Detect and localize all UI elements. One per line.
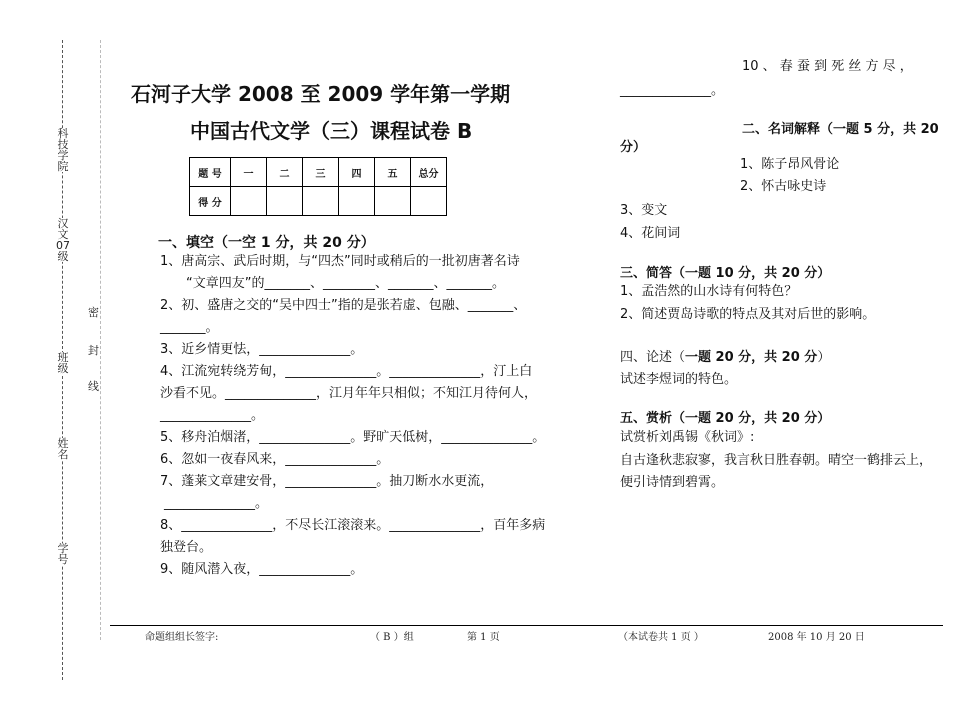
seal-xian: 线 [88, 380, 99, 393]
question-10: 10 、 春 蚕 到 死 丝 方 尽 ， [742, 59, 913, 74]
question-line: 2、初、盛唐之交的“吴中四士”指的是张若虚、包融、_______、 [160, 298, 527, 313]
score-table-header-row [190, 158, 447, 187]
question-line: 7、蓬莱文章建安骨，______________。抽刀断水水更流， [160, 474, 494, 489]
score-input-cell [339, 187, 375, 216]
poem-line-2: 便引诗情到碧霄。 [620, 475, 725, 490]
footer-date: 2008 年 10 月 20 日 [768, 632, 865, 643]
question-line: 沙看不见。______________，江月年年只相似；不知江月待何人， [160, 386, 538, 401]
question-line: 5、移舟泊烟渚，______________。野旷天低树，______________。 [160, 430, 546, 445]
footer-page: 第 1 页 [467, 632, 500, 643]
question-10-blank: ______________。 [620, 83, 725, 98]
question-line: ______________。 [164, 496, 269, 511]
section-3-heading: 三、简答（一题 10 分，共 20 分） [620, 266, 831, 281]
margin-id: 学号 [57, 542, 69, 566]
question-line: _______。 [160, 320, 219, 335]
margin-college: 科技学院 [57, 127, 69, 173]
score-cell: 四 [339, 158, 375, 187]
margin-major: 汉文07级 [56, 217, 70, 263]
term-2: 2、怀古咏史诗 [740, 179, 827, 194]
binding-line-inner [100, 40, 101, 640]
section-4-suffix: ） [817, 350, 831, 365]
question-line: 3、近乡情更怯，______________。 [160, 342, 364, 357]
question-5: 试赏析刘禹锡《秋词》: [620, 430, 755, 445]
section-2-heading: 二、名词解释（一题 5 分，共 20 [742, 122, 939, 137]
seal-feng: 封 [88, 344, 99, 357]
score-input-cell [267, 187, 303, 216]
question-line: 8、______________，不尽长江滚滚来。______________，百年多病 [160, 518, 546, 533]
section-4-points: 一题 20 分，共 20 分 [685, 350, 818, 365]
question-line: 9、随风潜入夜，______________。 [160, 562, 364, 577]
section-2-heading-cont: 分） [620, 140, 647, 155]
question-3-2: 2、简述贾岛诗歌的特点及其对后世的影响。 [620, 307, 876, 322]
question-line: 6、忽如一夜春风来，______________。 [160, 452, 390, 467]
score-cell: 一 [231, 158, 267, 187]
question-line: 4、江流宛转绕芳甸，______________。______________，汀上白 [160, 364, 533, 379]
footer-signer: 命题组组长签字: [145, 632, 219, 643]
section-1-heading: 一、填空（一空 1 分，共 20 分） [158, 235, 375, 251]
margin-name: 姓名 [57, 437, 69, 461]
score-cell: 二 [267, 158, 303, 187]
footer-rule [110, 625, 943, 626]
seal-mi: 密 [88, 306, 99, 319]
exam-title-line2: 中国古代文学（三）课程试卷 B [190, 119, 473, 143]
score-input-cell [303, 187, 339, 216]
score-cell: 题 号 [190, 158, 231, 187]
footer-total-pages: （本试卷共 1 页 ） [618, 632, 704, 643]
left-question-lines [160, 251, 545, 581]
question-3-1: 1、孟浩然的山水诗有何特色？ [620, 284, 798, 299]
question-line: ______________。 [160, 408, 265, 423]
question-4: 试述李煜词的特色。 [620, 372, 738, 387]
question-line: 1、唐高宗、武后时期，与“四杰”同时或稍后的一批初唐著名诗 [160, 254, 520, 269]
term-1: 1、陈子昂风骨论 [740, 157, 840, 172]
score-table-score-row [190, 187, 447, 216]
score-input-cell [375, 187, 411, 216]
score-table [189, 157, 447, 216]
section-4-heading [620, 347, 830, 369]
score-cell: 三 [303, 158, 339, 187]
score-cell: 总分 [411, 158, 447, 187]
score-cell: 得 分 [190, 187, 231, 216]
section-4-prefix: 四、论述（ [620, 350, 686, 365]
footer-group: （ B ）组 [370, 632, 414, 643]
margin-class: 班级 [57, 351, 69, 375]
score-input-cell [231, 187, 267, 216]
exam-title-line1: 石河子大学 2008 至 2009 学年第一学期 [131, 82, 511, 106]
section-5-heading: 五、赏析（一题 20 分，共 20 分） [620, 411, 831, 426]
score-input-cell [411, 187, 447, 216]
term-3: 3、变文 [620, 203, 668, 218]
poem-line-1: 自古逢秋悲寂寥，我言秋日胜春朝。晴空一鹤排云上， [620, 453, 933, 468]
question-line: “文章四友”的_______、________、_______、_______。 [186, 276, 505, 291]
score-cell: 五 [375, 158, 411, 187]
term-4: 4、花间词 [620, 226, 681, 241]
question-line: 独登台。 [160, 540, 213, 555]
